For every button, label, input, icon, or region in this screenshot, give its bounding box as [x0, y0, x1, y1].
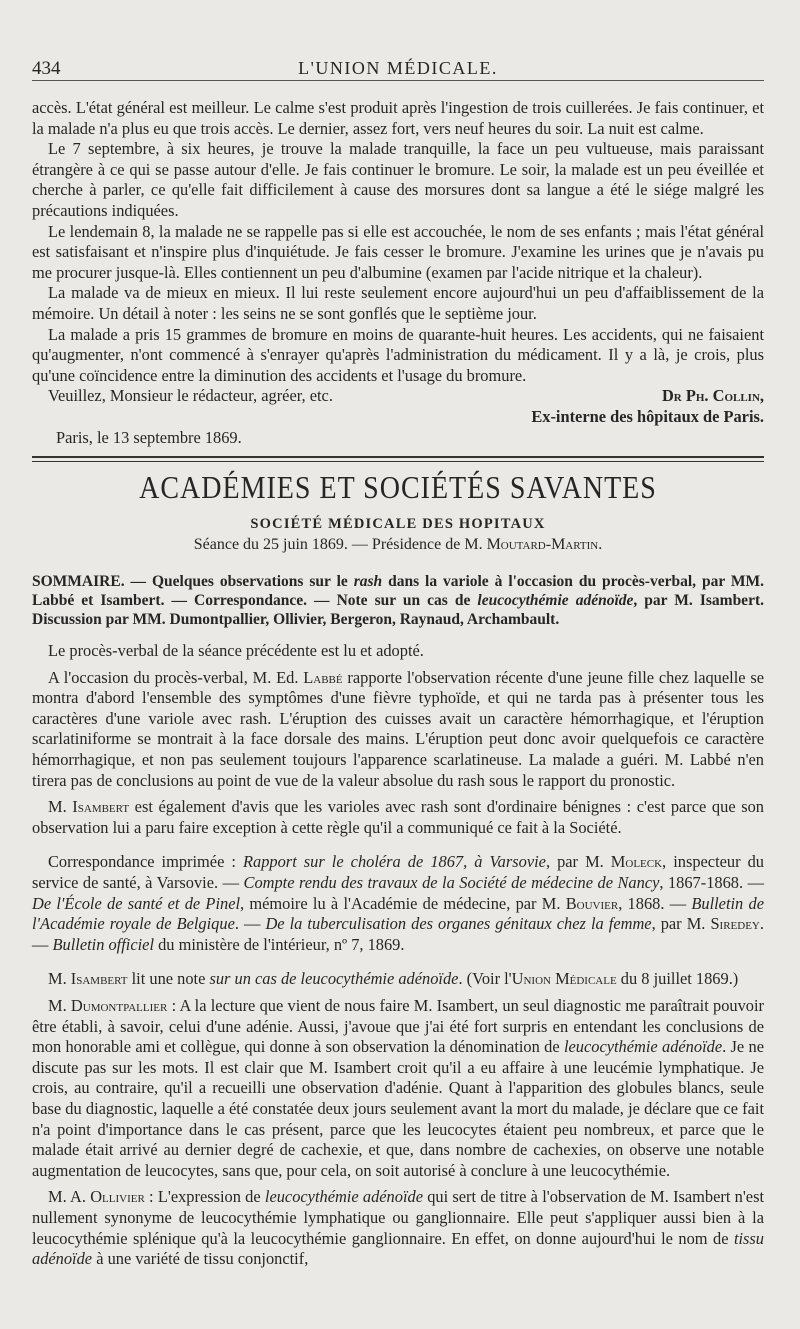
- summary-text: SOMMAIRE. — Quelques observations sur le: [32, 573, 354, 591]
- term-italic: leucocythémie adénoïde: [264, 1187, 423, 1207]
- speaker-name: M. Isambert: [48, 969, 128, 989]
- paragraph-text: , par M.: [545, 852, 611, 872]
- speaker-name: M. A. Ollivier: [48, 1187, 145, 1207]
- society-heading: SOCIÉTÉ MÉDICALE DES HOPITAUX: [250, 516, 546, 533]
- signature-role: Ex-interne des hôpitaux de Paris.: [531, 406, 764, 426]
- speaker-name: M. Isambert: [48, 797, 130, 817]
- term-italic: leucocythémie adénoïde: [563, 1037, 723, 1057]
- summary-text: dans la variole à l'occasion du procès-verbal, par MM. Labbé et Isambert. — Correspondance. — Note sur un cas de: [32, 573, 764, 610]
- paragraph-text: : L'expression de: [144, 1187, 265, 1207]
- page-body: [32, 98, 764, 1270]
- closing-formula: Veuillez, Monsieur le rédacteur, agréer, etc.: [48, 386, 333, 406]
- paragraph-text: , 1867-1868. —: [659, 873, 764, 893]
- paragraph-text: . (Voir l': [458, 969, 512, 989]
- paragraph-text: lit une note: [127, 969, 210, 989]
- title-italic: Compte rendu des travaux de la Société de médecine de Nancy: [243, 873, 660, 893]
- paragraph-text: Correspondance imprimée :: [48, 852, 244, 872]
- summary-italic: leucocythémie adénoïde: [477, 592, 634, 610]
- title-italic: De la tuberculisation des organes génitaux chez la femme: [265, 914, 652, 934]
- paragraph-text: , mémoire lu à l'Académie de médecine, par M.: [240, 893, 566, 913]
- paragraph-text: , inspecteur du service de santé, à Varsovie. —: [32, 852, 764, 893]
- paragraph-text: , 1868. —: [618, 893, 692, 913]
- session-president: Moutard-Martin.: [486, 536, 603, 554]
- dumontpallier-paragraph: [32, 996, 764, 1181]
- term-italic: tissu adénoïde: [32, 1228, 764, 1269]
- title-italic: sur un cas de leucocythémie adénoïde: [209, 969, 459, 989]
- paragraph-text: qui sert de titre à l'observation de M. Isambert n'est nullement synonyme de leucocythémie lymphatique ou ganglionnaire. Elle peut s'appliquer aussi bien à la leucocythémie splénique qu'à la leucocythémie ganglionnaire. En effet, on donne aujourd'hui le nom de: [32, 1187, 765, 1248]
- paragraph-text: du ministère de l'intérieur, nº 7, 1869.: [154, 934, 405, 954]
- title-italic: Rapport sur le choléra de 1867, à Varsovie: [243, 852, 546, 872]
- paragraph-text: . —: [32, 914, 764, 954]
- minutes-paragraph: Le procès-verbal de la séance précédente est lu et adopté.: [48, 641, 424, 661]
- title-italic: Bulletin de l'Académie royale de Belgique: [32, 893, 764, 934]
- labbe-paragraph: [32, 668, 764, 792]
- dateline: Paris, le 13 septembre 1869.: [56, 427, 242, 447]
- section-divider: [32, 456, 764, 462]
- letter-closing: [32, 386, 764, 407]
- section-title: ACADÉMIES ET SOCIÉTÉS SAVANTES: [139, 470, 657, 507]
- paragraph-text: rapporte l'observation récente d'une jeune fille chez laquelle se montra d'abord l'ensemble des symptômes d'une fièvre typhoïde, et qui ne tarda pas à présenter tous les caractères d'une variole avec rash. L'éruption des cuisses avait un caractère hémorrhagique, et l'éruption scarlatiniforme se montrait à la face dorsale des mains. L'éruption peut donc avoir quelquefois ce caractère hémorrhagique, et non pas seulement toujours l'apparence scarlatineuse. La malade a guéri. M. Labbé n'en tirera pas de conclusions au point de vue de la valeur absolue du rash sous le rapport du pronostic.: [32, 667, 764, 790]
- paragraph-text: : A la lecture que vient de nous faire M. Isambert, un seul diagnostic me paraîtrait pouvoir être établi, à savoir, celui d'une adénie. Aussi, j'avoue que j'ai été fort surpris en entendant les conclusions de mon honorable ami et collègue, qui donne à son observation la dénomination de: [32, 996, 764, 1057]
- letter-paragraph: Le 7 septembre, à six heures, je trouve la malade tranquille, la face un peu vultueuse, mais paraissant étrangère à ce qui se passe autour d'elle. Je fais continuer le bromure. Le soir, la malade est un peu éveillée et cherche à parler, ce qu'elle fait difficilement à cause des morsures dont sa langue a été le siége malgré les précautions indiquées.: [32, 139, 764, 220]
- speaker-name: M. Dumontpallier: [48, 996, 168, 1015]
- author-name: Moleck: [610, 852, 663, 872]
- summary: [32, 572, 764, 629]
- paragraph-text: du 8 juillet 1869.): [616, 969, 739, 989]
- ollivier-paragraph: [32, 1187, 764, 1269]
- journal-name: Union Médicale: [511, 969, 617, 989]
- letter-paragraph: accès. L'état général est meilleur. Le calme s'est produit après l'ingestion de trois cuillerées. Je fais continuer, et la malade n'a plus eu que trois accès. Le dernier, assez fort, vers neuf heures du soir. La nuit est calme.: [32, 98, 764, 138]
- letter-paragraph: Le lendemain 8, la malade ne se rappelle pas si elle est accouchée, le nom de ses enfants ; mais l'état général est satisfaisant et n'inspire plus d'inquiétude. Je fais cesser le bromure. J'examine les urines que je n'avais pu me procurer jusque-là. Elles contiennent un peu d'albumine (examen par l'acide nitrique et la chaleur).: [32, 221, 764, 282]
- title-italic: De l'École de santé et de Pinel: [32, 893, 241, 913]
- isambert-paragraph: [32, 797, 764, 838]
- author-name: Siredey: [710, 914, 760, 934]
- letter-paragraph: La malade a pris 15 grammes de bromure en moins de quarante-huit heures. Les accidents, qui ne faisaient qu'augmenter, n'ont commencé à s'enrayer qu'après l'administration du médicament. Il y a là, je crois, plus qu'une coïncidence entre la diminution des accidents et l'usage du bromure.: [32, 324, 764, 385]
- signature-name: Dr Ph. Collin,: [661, 386, 764, 406]
- paragraph-text: . Je ne discute pas sur les mots. Il est clair que M. Isambert croit qu'il a eu affaire à une leucémie lymphatique. Je crois, au contraire, qu'il a recueilli une observation d'adénie. Quant à l'apparition des globules blancs, seule base du diagnostic, laquelle a été constatée deux jours seulement avant la mort du malade, je déclare que ce fait n'a point d'importance dans le cas présent, parce que les leucocytes étaient peu nombreux, et parce que le malade était arrivé au dernier degré de cachexie, et que, dans nombre de cachexies, on observe une notable augmentation de leucocytes, sans que, pour cela, on soit autorisé à conclure à une leucocythémie.: [32, 1037, 764, 1180]
- summary-italic: rash: [353, 573, 383, 591]
- speaker-name: Labbé: [303, 667, 343, 687]
- author-name: Bouvier: [565, 893, 619, 913]
- session-prefix: Séance du 25 juin 1869. — Présidence de M.: [193, 536, 487, 554]
- running-title: L'UNION MÉDICALE.: [298, 58, 498, 78]
- summary-text: , par M. Isambert. Discussion par MM. Dumontpallier, Ollivier, Bergeron, Raynaud, Archambault.: [32, 592, 764, 629]
- paragraph-text: , par M.: [651, 914, 711, 934]
- note-paragraph: [32, 969, 764, 990]
- paragraph-text: est également d'avis que les varioles avec rash sont d'ordinaire bénignes : c'est parce que son observation lui a paru faire exception à cette règle qu'il a communiqué ce fait à la Société.: [32, 797, 764, 837]
- letter-paragraph: La malade va de mieux en mieux. Il lui reste seulement encore aujourd'hui un peu d'affaiblissement de la mémoire. Un détail à noter : les seins ne se sont gonflés que le septième jour.: [32, 283, 764, 323]
- paragraph-text: . —: [234, 914, 266, 934]
- correspondence-paragraph: [32, 852, 764, 955]
- paragraph-text: A l'occasion du procès-verbal, M. Ed.: [48, 667, 304, 687]
- page-number: 434: [32, 58, 61, 79]
- session-line: [32, 534, 764, 556]
- title-italic: Bulletin officiel: [52, 934, 155, 954]
- paragraph-text: à une variété de tissu conjonctif,: [92, 1249, 309, 1269]
- page-header: [32, 58, 764, 81]
